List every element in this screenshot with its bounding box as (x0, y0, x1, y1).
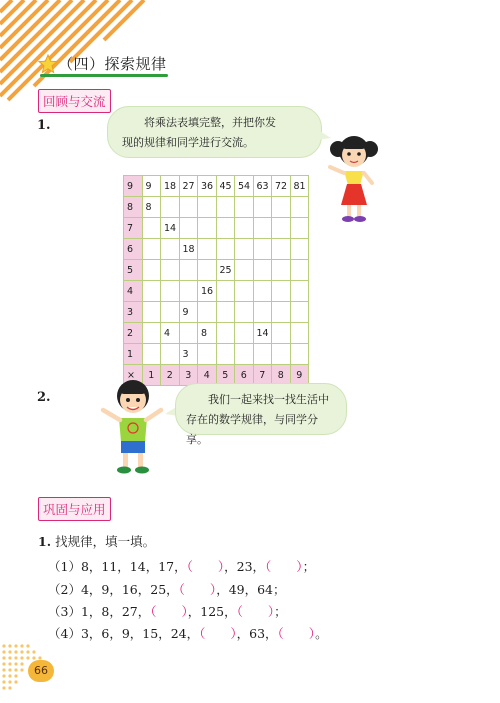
exercise-label: （3） (48, 604, 81, 619)
table-cell[interactable] (179, 281, 198, 302)
table-cell[interactable]: 27 (179, 176, 198, 197)
table-row (124, 302, 309, 323)
table-cell[interactable] (272, 197, 291, 218)
multiplication-grid (123, 175, 309, 386)
table-cell[interactable] (253, 302, 272, 323)
table-cell[interactable] (142, 239, 161, 260)
table-cell[interactable]: 3 (179, 344, 198, 365)
table-cell[interactable]: 14 (161, 218, 180, 239)
multiplication-table (123, 175, 309, 386)
table-cell[interactable] (198, 260, 217, 281)
table-header-cell: 7 (124, 218, 143, 239)
table-row (124, 323, 309, 344)
table-header-cell: 5 (124, 260, 143, 281)
table-cell[interactable] (253, 197, 272, 218)
table-cell[interactable] (235, 239, 254, 260)
question-2-number: 2. (37, 390, 51, 405)
table-cell[interactable] (290, 260, 309, 281)
table-cell[interactable] (235, 323, 254, 344)
table-cell[interactable] (290, 218, 309, 239)
exercise-line-3 (48, 602, 287, 620)
question-1-number: 1. (37, 118, 51, 133)
table-header-cell: 2 (161, 365, 180, 386)
table-cell[interactable]: 14 (253, 323, 272, 344)
table-cell[interactable] (142, 218, 161, 239)
table-cell[interactable] (161, 239, 180, 260)
table-cell[interactable] (142, 281, 161, 302)
table-row (124, 176, 309, 197)
bubble-1-line-1: 将乘法表填完整，并把你发 (144, 116, 276, 129)
girl-illustration (322, 127, 384, 229)
table-cell[interactable] (272, 281, 291, 302)
table-cell[interactable] (161, 197, 180, 218)
review-header: 回顾与交流 (38, 89, 111, 113)
table-cell[interactable] (161, 260, 180, 281)
table-cell[interactable] (216, 218, 235, 239)
table-cell[interactable] (253, 239, 272, 260)
section-title (38, 52, 170, 78)
table-cell[interactable] (198, 197, 217, 218)
table-cell[interactable] (272, 218, 291, 239)
table-cell[interactable] (161, 281, 180, 302)
exercise-text: ，23， (224, 559, 266, 574)
table-cell[interactable] (253, 281, 272, 302)
table-row (124, 281, 309, 302)
table-cell[interactable]: 36 (198, 176, 217, 197)
bubble-1-line-2: 现的规律和同学进行交流。 (122, 136, 254, 149)
table-header-cell: 4 (124, 281, 143, 302)
table-cell[interactable]: 63 (253, 176, 272, 197)
table-cell[interactable] (253, 260, 272, 281)
table-cell[interactable] (216, 302, 235, 323)
boy-illustration (95, 372, 175, 480)
table-cell[interactable] (179, 260, 198, 281)
table-header-cell: 3 (124, 302, 143, 323)
table-cell[interactable] (198, 302, 217, 323)
exercise-text: 4，9，16，25， (80, 582, 179, 597)
exercise-label: （4） (48, 626, 81, 641)
exercise-text: ，63， (236, 626, 278, 641)
exercise-label: （1） (48, 559, 81, 574)
table-header-cell: 8 (124, 197, 143, 218)
table-row (124, 197, 309, 218)
table-cell[interactable] (216, 281, 235, 302)
exercise-text: ，125， (187, 604, 237, 619)
exercise-text: 3，6，9，15，24， (80, 626, 200, 641)
exercise-number: 1. (38, 534, 52, 549)
table-header-cell: 1 (142, 365, 161, 386)
table-cell[interactable]: 9 (179, 302, 198, 323)
table-cell[interactable]: 8 (142, 197, 161, 218)
table-header-cell: 5 (216, 365, 235, 386)
table-cell[interactable] (290, 344, 309, 365)
table-header-cell: 3 (179, 365, 198, 386)
exercise-label: （2） (48, 582, 81, 597)
table-cell[interactable] (272, 323, 291, 344)
table-cell[interactable] (216, 323, 235, 344)
table-cell[interactable] (142, 344, 161, 365)
table-cell[interactable] (198, 218, 217, 239)
exercise-text: 8，11，14，17， (80, 559, 187, 574)
answer-blank[interactable]: （ ） (277, 626, 316, 641)
table-row (124, 344, 309, 365)
exercise-text: ，49，64； (216, 582, 286, 597)
table-cell[interactable] (161, 344, 180, 365)
table-cell[interactable] (198, 344, 217, 365)
table-cell[interactable] (198, 239, 217, 260)
table-cell[interactable]: 16 (198, 281, 217, 302)
table-header-cell: 9 (290, 365, 309, 386)
table-header-cell: 8 (272, 365, 291, 386)
table-cell[interactable] (161, 302, 180, 323)
table-cell[interactable] (272, 239, 291, 260)
table-cell[interactable] (179, 197, 198, 218)
exercise-line-1 (48, 557, 315, 575)
table-cell[interactable] (235, 281, 254, 302)
exercise-title (38, 532, 155, 550)
page-number: 66 (28, 660, 54, 682)
table-cell[interactable] (142, 260, 161, 281)
exercise-text: ； (302, 559, 316, 574)
answer-blank[interactable]: （ ） (199, 626, 237, 641)
table-cell[interactable] (253, 344, 272, 365)
table-header-cell: 6 (124, 239, 143, 260)
table-cell[interactable]: 8 (198, 323, 217, 344)
table-cell[interactable] (235, 260, 254, 281)
table-row (124, 260, 309, 281)
table-row (124, 239, 309, 260)
table-header-cell: 6 (235, 365, 254, 386)
answer-blank[interactable]: （ ） (236, 604, 275, 619)
table-cell[interactable]: 18 (161, 176, 180, 197)
table-cell[interactable]: 4 (161, 323, 180, 344)
table-cell[interactable] (216, 344, 235, 365)
table-cell[interactable]: 54 (235, 176, 254, 197)
table-cell[interactable] (253, 218, 272, 239)
table-cell[interactable] (290, 239, 309, 260)
table-cell[interactable] (142, 323, 161, 344)
table-cell[interactable]: 81 (290, 176, 309, 197)
practice-header: 巩固与应用 (38, 497, 111, 521)
table-cell[interactable] (235, 344, 254, 365)
table-cell[interactable] (290, 197, 309, 218)
answer-blank[interactable]: （ ） (265, 559, 303, 574)
table-row (124, 218, 309, 239)
table-cell[interactable] (179, 218, 198, 239)
exercise-text: ； (274, 604, 287, 619)
table-header-cell: 7 (253, 365, 272, 386)
table-cell[interactable]: 9 (142, 176, 161, 197)
table-cell[interactable] (216, 239, 235, 260)
table-cell[interactable] (290, 281, 309, 302)
table-cell[interactable] (235, 197, 254, 218)
bubble-2-line-2: 存在的数学规律，与同学分享。 (186, 413, 318, 446)
table-cell[interactable]: 72 (272, 176, 291, 197)
table-cell[interactable]: 18 (179, 239, 198, 260)
exercise-text: 1，8，27， (80, 604, 151, 619)
answer-blank[interactable]: （ ） (178, 582, 217, 597)
table-cell[interactable] (272, 260, 291, 281)
table-header-cell: 2 (124, 323, 143, 344)
answer-blank[interactable]: （ ） (186, 559, 225, 574)
table-cell[interactable] (235, 218, 254, 239)
table-cell[interactable] (290, 302, 309, 323)
table-cell[interactable] (290, 323, 309, 344)
table-cell[interactable] (142, 302, 161, 323)
section-title-text: （四）探索规律 (58, 55, 167, 73)
exercise-instruction: 找规律，填一填。 (55, 534, 156, 549)
exercise-text: 。 (315, 626, 328, 641)
table-header-cell: × (124, 365, 143, 386)
section-title-underline (40, 74, 168, 77)
table-cell[interactable] (272, 302, 291, 323)
answer-blank[interactable]: （ ） (150, 604, 188, 619)
exercise-line-2 (48, 580, 286, 598)
exercise-line-4 (48, 624, 328, 642)
table-cell[interactable] (235, 302, 254, 323)
star-icon (38, 54, 58, 74)
speech-bubble-1 (107, 106, 322, 158)
table-cell[interactable] (216, 197, 235, 218)
table-cell[interactable]: 45 (216, 176, 235, 197)
table-cell[interactable] (272, 344, 291, 365)
table-header-cell: 4 (198, 365, 217, 386)
table-header-cell: 9 (124, 176, 143, 197)
table-header-cell: 1 (124, 344, 143, 365)
speech-bubble-2 (175, 383, 347, 446)
table-cell[interactable] (179, 323, 198, 344)
bubble-2-line-1: 我们一起来找一找生活中 (208, 393, 329, 406)
table-cell[interactable]: 25 (216, 260, 235, 281)
